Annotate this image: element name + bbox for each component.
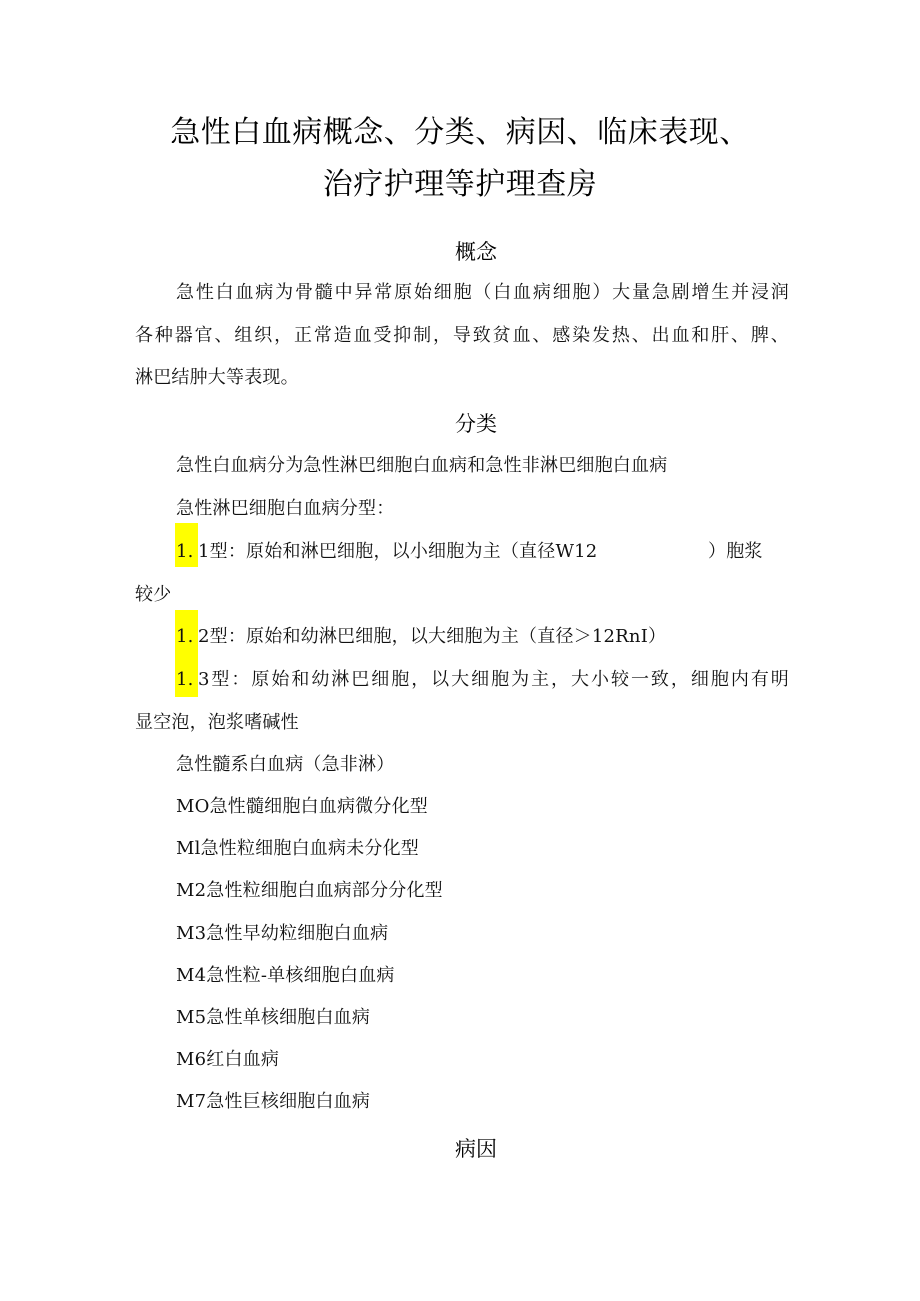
aml-type-item: Ml急性粒细胞白血病未分化型	[176, 838, 419, 859]
l3-description-continued: 显空泡，泡浆嗜碱性	[135, 712, 299, 733]
section-heading-cause: 病因	[455, 1137, 497, 1161]
section-heading-concept: 概念	[455, 240, 497, 264]
l3-description: 3型：原始和幼淋巴细胞，以大细胞为主，大小较一致，细胞内有明	[198, 669, 789, 690]
concept-paragraph-line-2: 各种器官、组织，正常造血受抑制，导致贫血、感染发热、出血和肝、脾、	[135, 325, 789, 346]
aml-type-item: M5急性单核细胞白血病	[176, 1007, 371, 1028]
aml-type-item: M6红白血病	[176, 1049, 280, 1070]
l1-number: 1.	[176, 541, 194, 562]
aml-type-item: M7急性巨核细胞白血病	[176, 1091, 371, 1112]
aml-type-item: MO急性髓细胞白血病微分化型	[176, 796, 428, 817]
concept-paragraph-line-3: 淋巴结肿大等表现。	[135, 367, 299, 388]
l2-number: 1.	[176, 626, 194, 647]
l1-description-continued: 较少	[135, 584, 172, 605]
aml-type-item: M2急性粒细胞白血病部分分化型	[176, 880, 443, 901]
l1-description: 1型：原始和淋巴细胞，以小细胞为主（直径W12	[198, 541, 598, 562]
all-types-title: 急性淋巴细胞白血病分型：	[176, 498, 395, 519]
l2-description: 2型：原始和幼淋巴细胞，以大细胞为主（直径＞12RnI）	[198, 626, 667, 647]
l1-description-tail: ）胞浆	[708, 541, 763, 562]
aml-title: 急性髓系白血病（急非淋）	[176, 754, 395, 775]
aml-type-item: M4急性粒-单核细胞白血病	[176, 965, 395, 986]
section-heading-classification: 分类	[455, 412, 497, 436]
aml-type-item: M3急性早幼粒细胞白血病	[176, 923, 389, 944]
document-title-line-1: 急性白血病概念、分类、病因、临床表现、	[170, 115, 750, 150]
classification-intro: 急性白血病分为急性淋巴细胞白血病和急性非淋巴细胞白血病	[176, 455, 668, 476]
l3-number: 1.	[176, 669, 194, 690]
document-title-line-2: 治疗护理等护理查房	[322, 167, 598, 202]
concept-paragraph-line-1: 急性白血病为骨髓中异常原始细胞（白血病细胞）大量急剧增生并浸润	[176, 282, 789, 303]
